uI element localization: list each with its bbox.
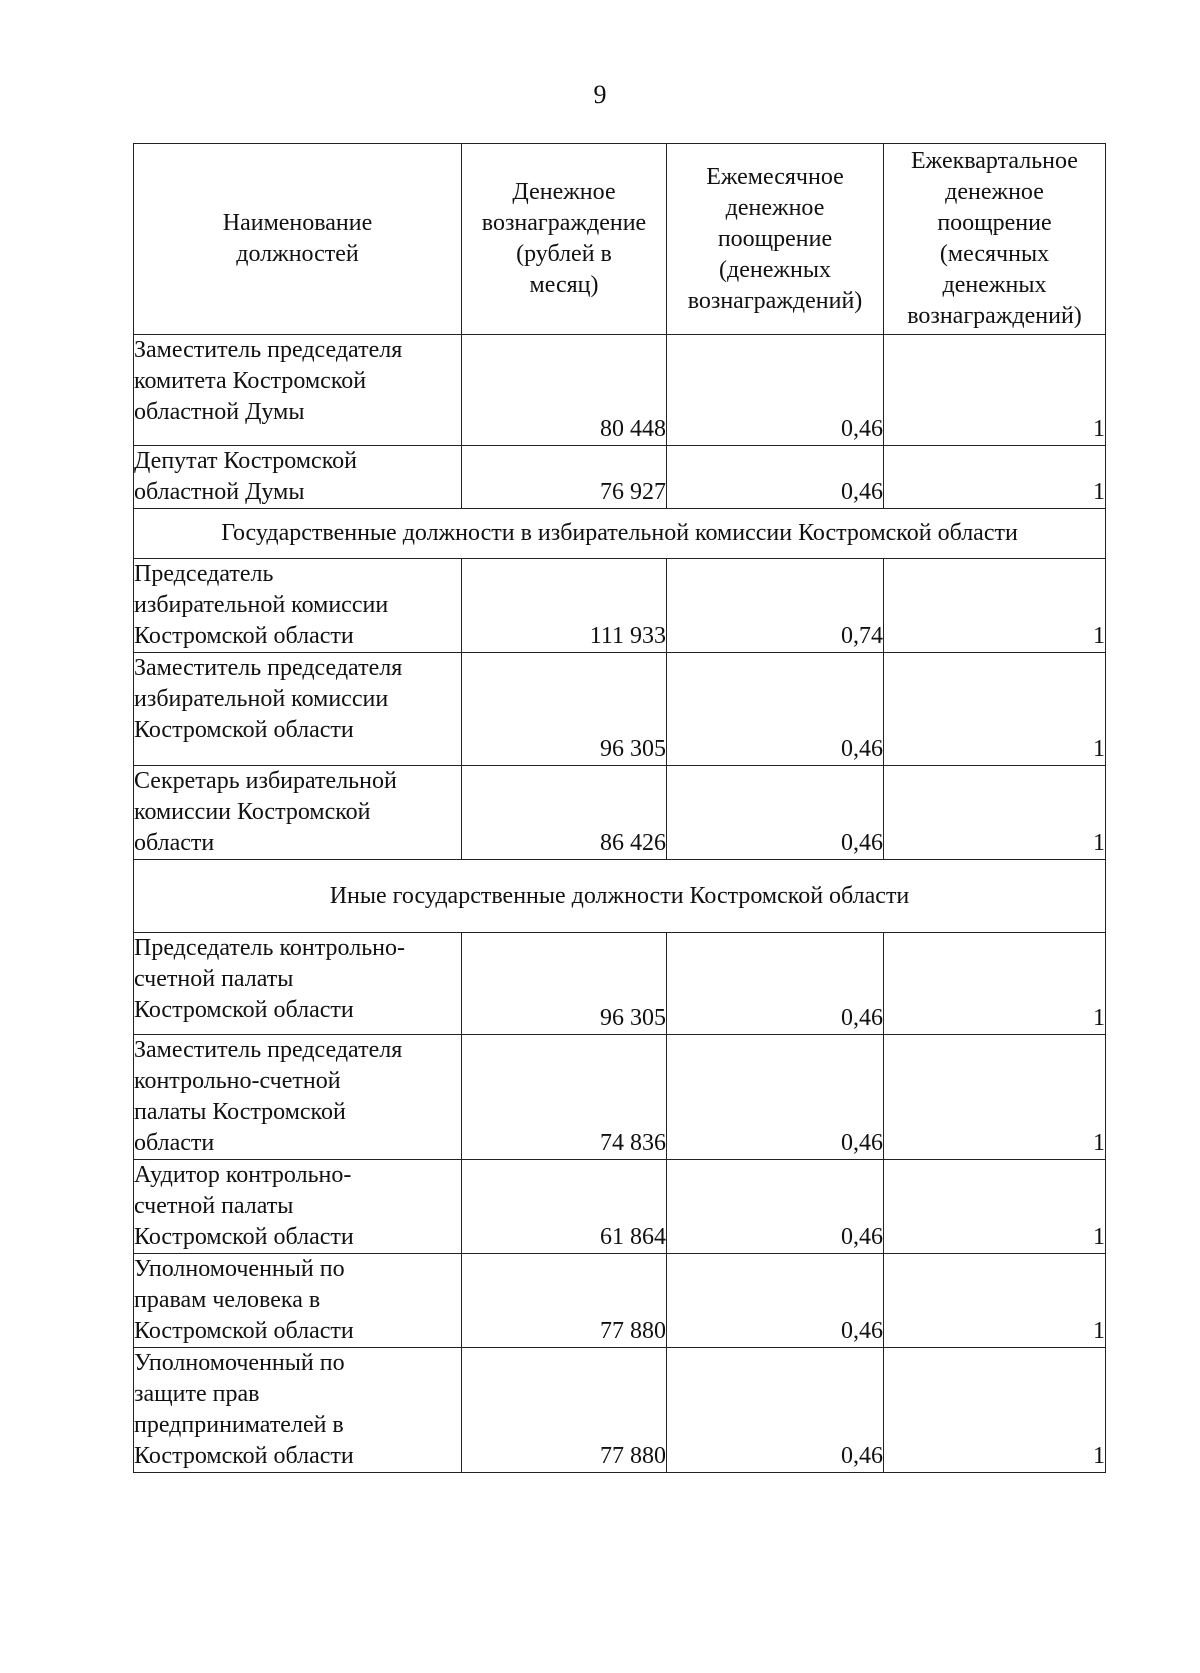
table-row [134,559,1106,653]
position-name-cell: Аудитор контрольно- счетной палаты Костромской области [134,1160,462,1254]
monthly-bonus-cell: 0,46 [667,335,884,446]
section-row [134,509,1106,559]
table-row [134,1254,1106,1348]
position-name-cell: Депутат Костромской областной Думы [134,446,462,509]
monthly-bonus-cell: 0,46 [667,766,884,860]
table-row [134,933,1106,1035]
table-row [134,1035,1106,1160]
header-quarterly-bonus: Ежеквартальное денежное поощрение (месячных денежных вознаграждений) [884,144,1106,335]
monetary-reward-cell: 86 426 [462,766,667,860]
monetary-reward-cell: 61 864 [462,1160,667,1254]
monthly-bonus-cell: 0,46 [667,1160,884,1254]
quarterly-bonus-cell: 1 [884,335,1106,446]
quarterly-bonus-cell: 1 [884,559,1106,653]
monetary-reward-cell: 77 880 [462,1254,667,1348]
quarterly-bonus-cell: 1 [884,766,1106,860]
table-header-row [134,144,1106,335]
header-monetary-reward: Денежное вознаграждение (рублей в месяц) [462,144,667,335]
position-name-cell: Заместитель председателя комитета Костромской областной Думы [134,335,462,446]
position-name-cell: Председатель контрольно- счетной палаты Костромской области [134,933,462,1035]
position-name-cell: Заместитель председателя избирательной комиссии Костромской области [134,653,462,766]
monetary-reward-cell: 76 927 [462,446,667,509]
quarterly-bonus-cell: 1 [884,1160,1106,1254]
quarterly-bonus-cell: 1 [884,1035,1106,1160]
position-name-cell: Председатель избирательной комиссии Костромской области [134,559,462,653]
monetary-reward-cell: 77 880 [462,1348,667,1473]
quarterly-bonus-cell: 1 [884,446,1106,509]
table-row [134,1160,1106,1254]
monthly-bonus-cell: 0,46 [667,933,884,1035]
section-row [134,860,1106,933]
monetary-reward-cell: 111 933 [462,559,667,653]
table-row [134,653,1106,766]
monthly-bonus-cell: 0,74 [667,559,884,653]
table-body [134,335,1106,1473]
position-name-cell: Уполномоченный по правам человека в Костромской области [134,1254,462,1348]
header-monthly-bonus: Ежемесячное денежное поощрение (денежных вознаграждений) [667,144,884,335]
quarterly-bonus-cell: 1 [884,653,1106,766]
header-position-name: Наименование должностей [134,144,462,335]
position-name-cell: Заместитель председателя контрольно-счетной палаты Костромской области [134,1035,462,1160]
table-row [134,335,1106,446]
monthly-bonus-cell: 0,46 [667,1035,884,1160]
section-title: Иные государственные должности Костромской области [134,860,1106,933]
monthly-bonus-cell: 0,46 [667,653,884,766]
monetary-reward-cell: 96 305 [462,933,667,1035]
position-name-cell: Секретарь избирательной комиссии Костромской области [134,766,462,860]
monthly-bonus-cell: 0,46 [667,446,884,509]
table-row [134,446,1106,509]
page-number: 9 [593,80,607,109]
quarterly-bonus-cell: 1 [884,933,1106,1035]
monthly-bonus-cell: 0,46 [667,1348,884,1473]
section-title: Государственные должности в избирательной комиссии Костромской области [134,509,1106,559]
monetary-reward-cell: 74 836 [462,1035,667,1160]
quarterly-bonus-cell: 1 [884,1348,1106,1473]
monetary-reward-cell: 80 448 [462,335,667,446]
table-row [134,1348,1106,1473]
salary-table [133,143,1106,1473]
monthly-bonus-cell: 0,46 [667,1254,884,1348]
table-row [134,766,1106,860]
position-name-cell: Уполномоченный по защите прав предпринимателей в Костромской области [134,1348,462,1473]
monetary-reward-cell: 96 305 [462,653,667,766]
quarterly-bonus-cell: 1 [884,1254,1106,1348]
